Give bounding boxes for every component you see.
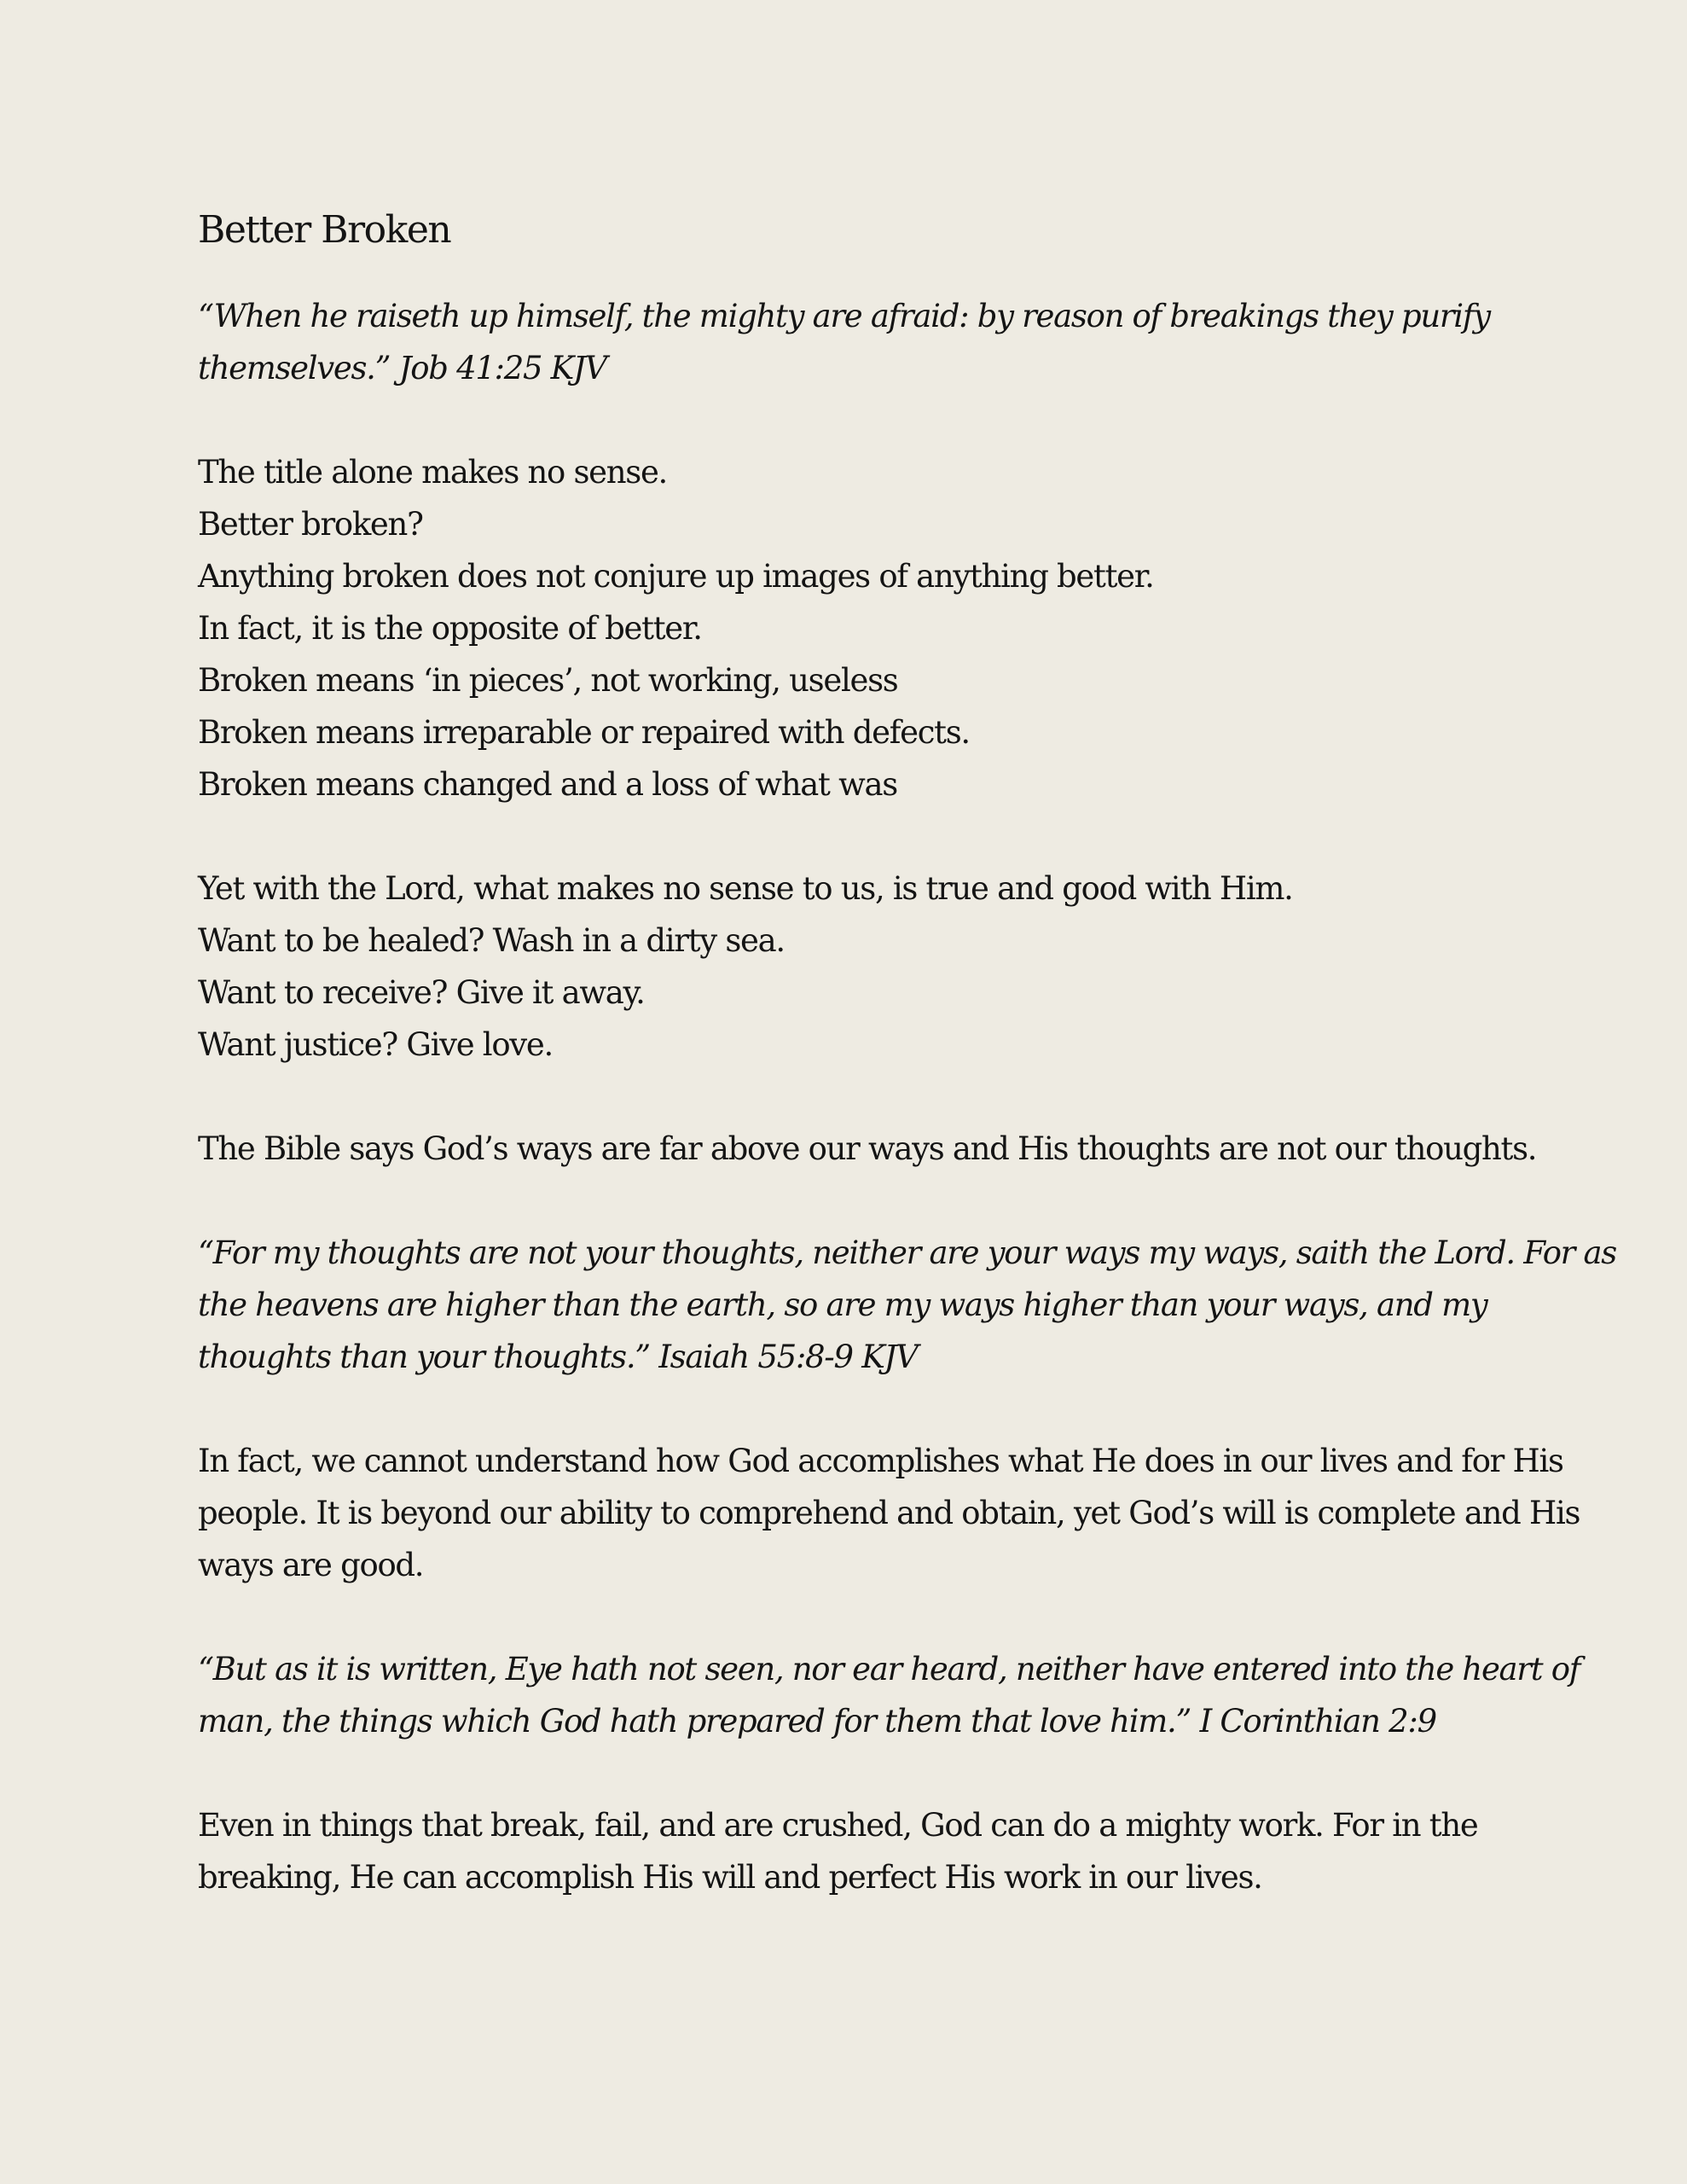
- paragraph-understanding: [198, 1435, 1580, 1591]
- text-line: Want to be healed? Wash in a dirty sea.: [198, 922, 785, 959]
- text-line: Even in things that break, fail, and are crushed, God can do a mighty work. For in the: [198, 1807, 1478, 1844]
- document-title: Better Broken: [198, 208, 451, 252]
- text-line: Want to receive? Give it away.: [198, 974, 645, 1011]
- paragraph-broken-meaning: [198, 446, 1494, 810]
- text-line: In fact, it is the opposite of better.: [198, 610, 702, 647]
- text-line: Yet with the Lord, what makes no sense to us, is true and good with Him.: [198, 870, 1293, 907]
- scripture-quote-job: [198, 290, 1494, 394]
- text-line: ways are good.: [198, 1547, 424, 1583]
- scripture-quote-isaiah: [198, 1227, 1616, 1383]
- text-line: themselves.” Job 41:25 KJV: [198, 350, 606, 386]
- text-line: Want justice? Give love.: [198, 1026, 553, 1063]
- text-line: The Bible says God’s ways are far above our ways and His thoughts are not our thoughts.: [198, 1130, 1537, 1167]
- text-line: Broken means changed and a loss of what was: [198, 766, 897, 803]
- text-line: Anything broken does not conjure up images of anything better.: [198, 558, 1154, 595]
- text-line: “When he raiseth up himself, the mighty are afraid: by reason of breakings they purify: [198, 298, 1490, 334]
- paragraph-bible-says: [198, 1123, 1537, 1175]
- text-line: Broken means irreparable or repaired with defects.: [198, 714, 970, 751]
- text-line: man, the things which God hath prepared for them that love him.” I Corinthian 2:9: [198, 1703, 1436, 1740]
- document-body: [198, 203, 1616, 1955]
- text-line: breaking, He can accomplish His will and perfect His work in our lives.: [198, 1859, 1262, 1896]
- scripture-quote-corinthians: [198, 1643, 1580, 1747]
- text-line: the heavens are higher than the earth, so are my ways higher than your ways, and my: [198, 1287, 1487, 1323]
- text-line: “But as it is written, Eye hath not seen, nor ear heard, neither have entered into the heart of: [198, 1651, 1580, 1687]
- text-line: thoughts than your thoughts.” Isaiah 55:8-9 KJV: [198, 1339, 918, 1375]
- text-line: Broken means ‘in pieces’, not working, useless: [198, 662, 898, 699]
- text-line: The title alone makes no sense.: [198, 454, 668, 491]
- text-line: In fact, we cannot understand how God accomplishes what He does in our lives and for His: [198, 1443, 1563, 1479]
- paragraph-conclusion: [198, 1799, 1494, 1903]
- text-line: people. It is beyond our ability to comprehend and obtain, yet God’s will is complete and His: [198, 1495, 1580, 1531]
- text-line: Better broken?: [198, 506, 423, 543]
- text-line: “For my thoughts are not your thoughts, neither are your ways my ways, saith the Lord. For as: [198, 1234, 1616, 1271]
- paragraph-lord-ways: [198, 863, 1494, 1071]
